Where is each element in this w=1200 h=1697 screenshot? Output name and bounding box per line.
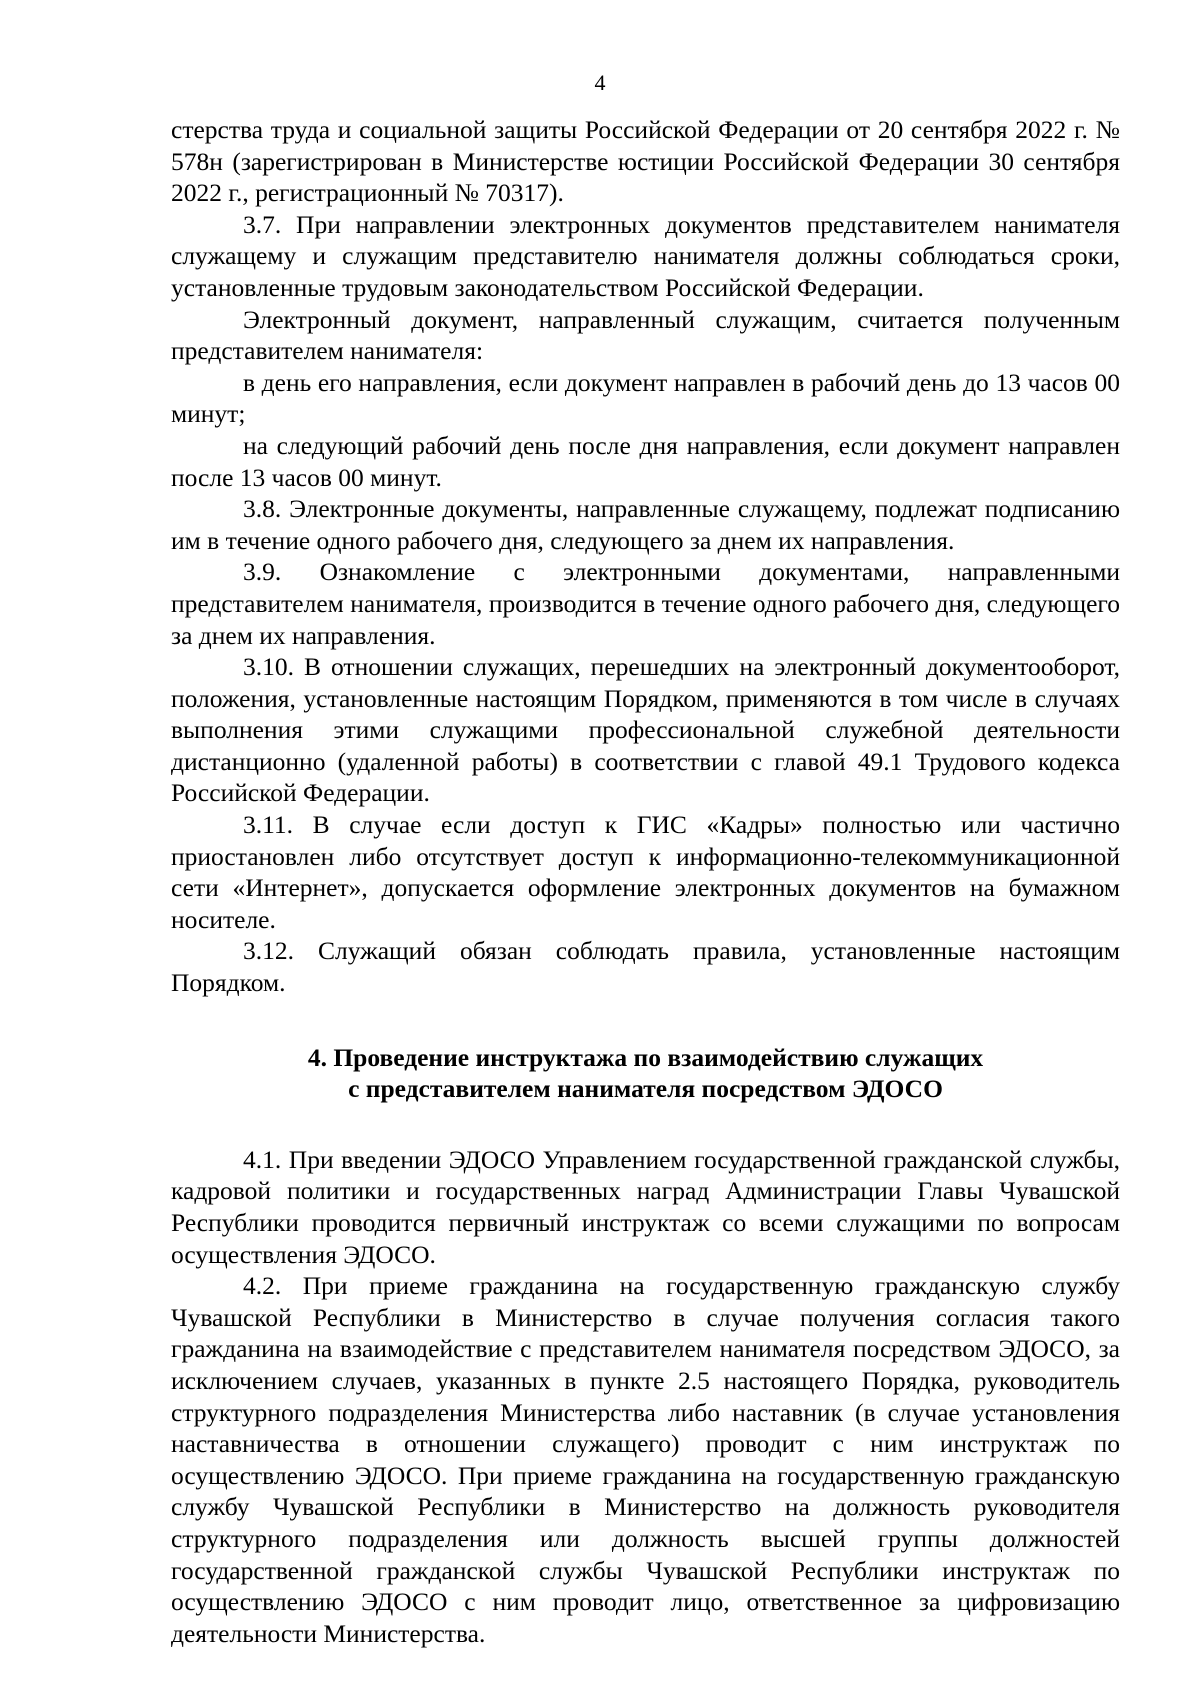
paragraph: 3.8. Электронные документы, направленные служащему, подлежат подписанию им в течение одного рабочего дня, следующего за днем их направления.	[171, 494, 1120, 555]
page-number: 4	[594, 70, 606, 95]
paragraph: Электронный документ, направленный служащим, считается полученным представителем нанимателя:	[171, 304, 1120, 366]
paragraph: 3.7. При направлении электронных документов представителем нанимателя служащему и служащим представителю нанимателя должны соблюдаться сроки, установленные трудовым законодательством Российской Федерации.	[171, 209, 1120, 302]
document-body	[171, 114, 1120, 1649]
paragraph: 4.2. При приеме гражданина на государственную гражданскую службу Чувашской Республики в Министерство в случае получения согласия такого гражданина на взаимодействие с представителем нанимателя посредством ЭДОСО, за исключением случаев, указанных в пункте 2.5 настоящего Порядка, руководитель структурного подразделения Министерства либо наставник (в случае установления наставничества в отношении служащего) проводит с ним инструктаж по осуществлению ЭДОСО. При приеме гражданина на государственную гражданскую службу Чувашской Республики в Министерство на должность руководителя структурного подразделения или должность высшей группы должностей государственной гражданской службы Чувашской Республики инструктаж по осуществлению ЭДОСО с ним проводит лицо, ответственное за цифровизацию деятельности Министерства.	[171, 1271, 1120, 1648]
section-4-body	[171, 1144, 1120, 1650]
section-4-heading-line-2: с представителем нанимателя посредством ЭДОСО	[348, 1074, 943, 1104]
paragraph: в день его направления, если документ направлен в рабочий день до 13 часов 00 минут;	[171, 367, 1120, 429]
paragraph: 3.10. В отношении служащих, перешедших на электронный документооборот, положения, установленные настоящим Порядком, применяются в том числе в случаях выполнения этими служащими профессиональной служебной деятельности дистанционно (удаленной работы) в соответствии с главой 49.1 Трудового кодекса Российской Федерации.	[171, 652, 1120, 808]
paragraph: на следующий рабочий день после дня направления, если документ направлен после 13 часов 00 минут.	[171, 430, 1120, 492]
paragraph: 3.12. Служащий обязан соблюдать правила, установленные настоящим Порядком.	[171, 936, 1120, 998]
section-4-heading	[171, 1042, 1120, 1105]
paragraph: 4.1. При введении ЭДОСО Управлением государственной гражданской службы, кадровой политики и государственных наград Администрации Главы Чувашской Республики проводится первичный инструктаж со всеми служащими по вопросам осуществления ЭДОСО.	[171, 1144, 1120, 1269]
paragraph: 3.11. В случае если доступ к ГИС «Кадры» полностью или частично приостановлен либо отсутствует доступ к информационно-телекоммуникационной сети «Интернет», допускается оформление электронных документов на бумажном носителе.	[171, 810, 1120, 934]
section-3-continuation	[171, 114, 1120, 999]
paragraph: стерства труда и социальной защиты Российской Федерации от 20 сентября 2022 г. № 578н (зарегистрирован в Министерстве юстиции Российской Федерации 30 сентября 2022 г., регистрационный № 70317).	[171, 115, 1120, 208]
paragraph: 3.9. Ознакомление с электронными документами, направленными представителем нанимателя, производится в течение одного рабочего дня, следующего за днем их направления.	[171, 557, 1120, 650]
section-4-heading-line-1: 4. Проведение инструктажа по взаимодействию служащих	[307, 1042, 984, 1072]
